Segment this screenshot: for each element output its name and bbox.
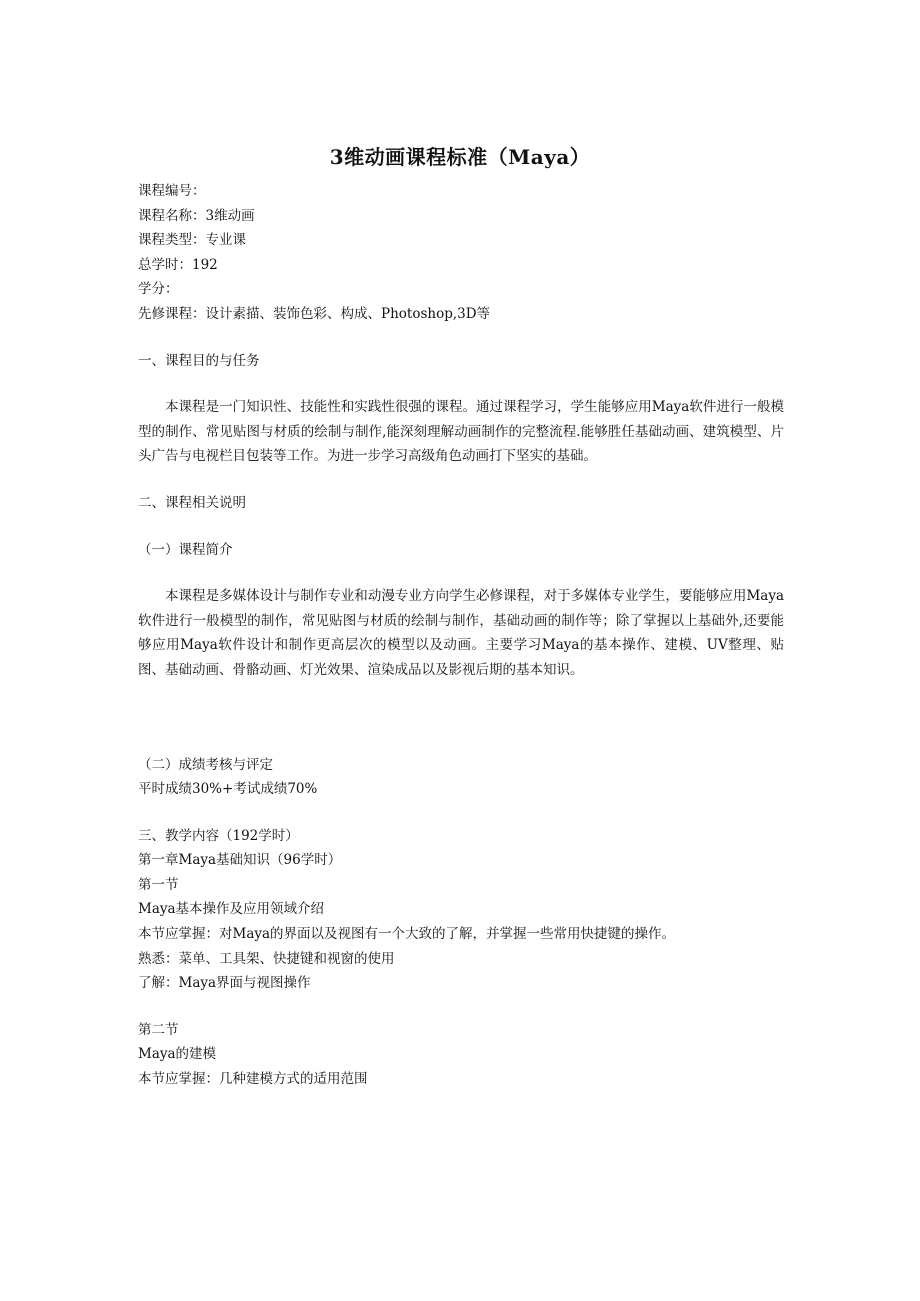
section-1-title: Maya基本操作及应用领域介绍 [138, 901, 325, 918]
spacer [138, 683, 784, 753]
section-1-familiar: 熟悉：菜单、工具架、快捷键和视窗的使用 [138, 950, 395, 967]
grading-text: 平时成绩30%+考试成绩70% [138, 781, 318, 798]
spacer [138, 469, 784, 491]
section-1-master: 本节应掌握：对Maya的界面以及视图有一个大致的了解，并掌握一些常用快捷键的操作。 [138, 926, 676, 943]
prerequisites: 先修课程：设计素描、装饰色彩、构成、Photoshop,3D等 [138, 305, 491, 322]
subsection-1-heading: （一）课程简介 [138, 541, 233, 558]
section-2-heading: 二、课程相关说明 [138, 494, 246, 511]
spacer [138, 562, 784, 584]
document-title: 3维动画课程标准（Maya） [329, 145, 591, 169]
spacer [138, 516, 784, 538]
subsection-1-paragraph: 本课程是多媒体设计与制作专业和动漫专业方向学生必修课程，对于多媒体专业学生，要能够应用Maya软件进行一般模型的制作，常见贴图与材质的绘制与制作，基础动画的制作等；除了掌握以上基础外,还要能够应用Maya软件设计和制作更高层次的模型以及动画。主要学习Maya的基本操作、建模、UV整理、贴图、基础动画、骨骼动画、灯光效果、渲染成品以及影视后期的基本知识。 [138, 588, 784, 678]
spacer [138, 327, 784, 349]
document-body [138, 179, 784, 1092]
section-2-label: 第二节 [138, 1021, 179, 1038]
section-2-master: 本节应掌握：几种建模方式的适用范围 [138, 1071, 368, 1088]
section-1-label: 第一节 [138, 876, 179, 893]
spacer [138, 802, 784, 824]
section-2-title: Maya的建模 [138, 1046, 217, 1063]
subsection-2-heading: （二）成绩考核与评定 [138, 756, 273, 773]
section-3-heading: 三、教学内容（192学时） [138, 827, 299, 844]
course-type: 课程类型：专业课 [138, 232, 246, 249]
section-1-paragraph: 本课程是一门知识性、技能性和实践性很强的课程。通过课程学习，学生能够应用Maya软件进行一般模型的制作、常见贴图与材质的绘制与制作,能深刻理解动画制作的完整流程.能够胜任基础动画、建筑模型、片头广告与电视栏目包装等工作。为进一步学习高级角色动画打下坚实的基础。 [138, 399, 784, 465]
spacer [138, 996, 784, 1018]
section-1-understand: 了解：Maya界面与视图操作 [138, 975, 311, 992]
spacer [138, 373, 784, 395]
total-hours: 总学时：192 [138, 256, 218, 273]
credits: 学分： [138, 281, 179, 298]
course-name: 课程名称：3维动画 [138, 207, 255, 224]
chapter-1-title: 第一章Maya基础知识（96学时） [138, 852, 342, 869]
course-code: 课程编号： [138, 183, 206, 199]
section-1-heading: 一、课程目的与任务 [138, 352, 260, 369]
